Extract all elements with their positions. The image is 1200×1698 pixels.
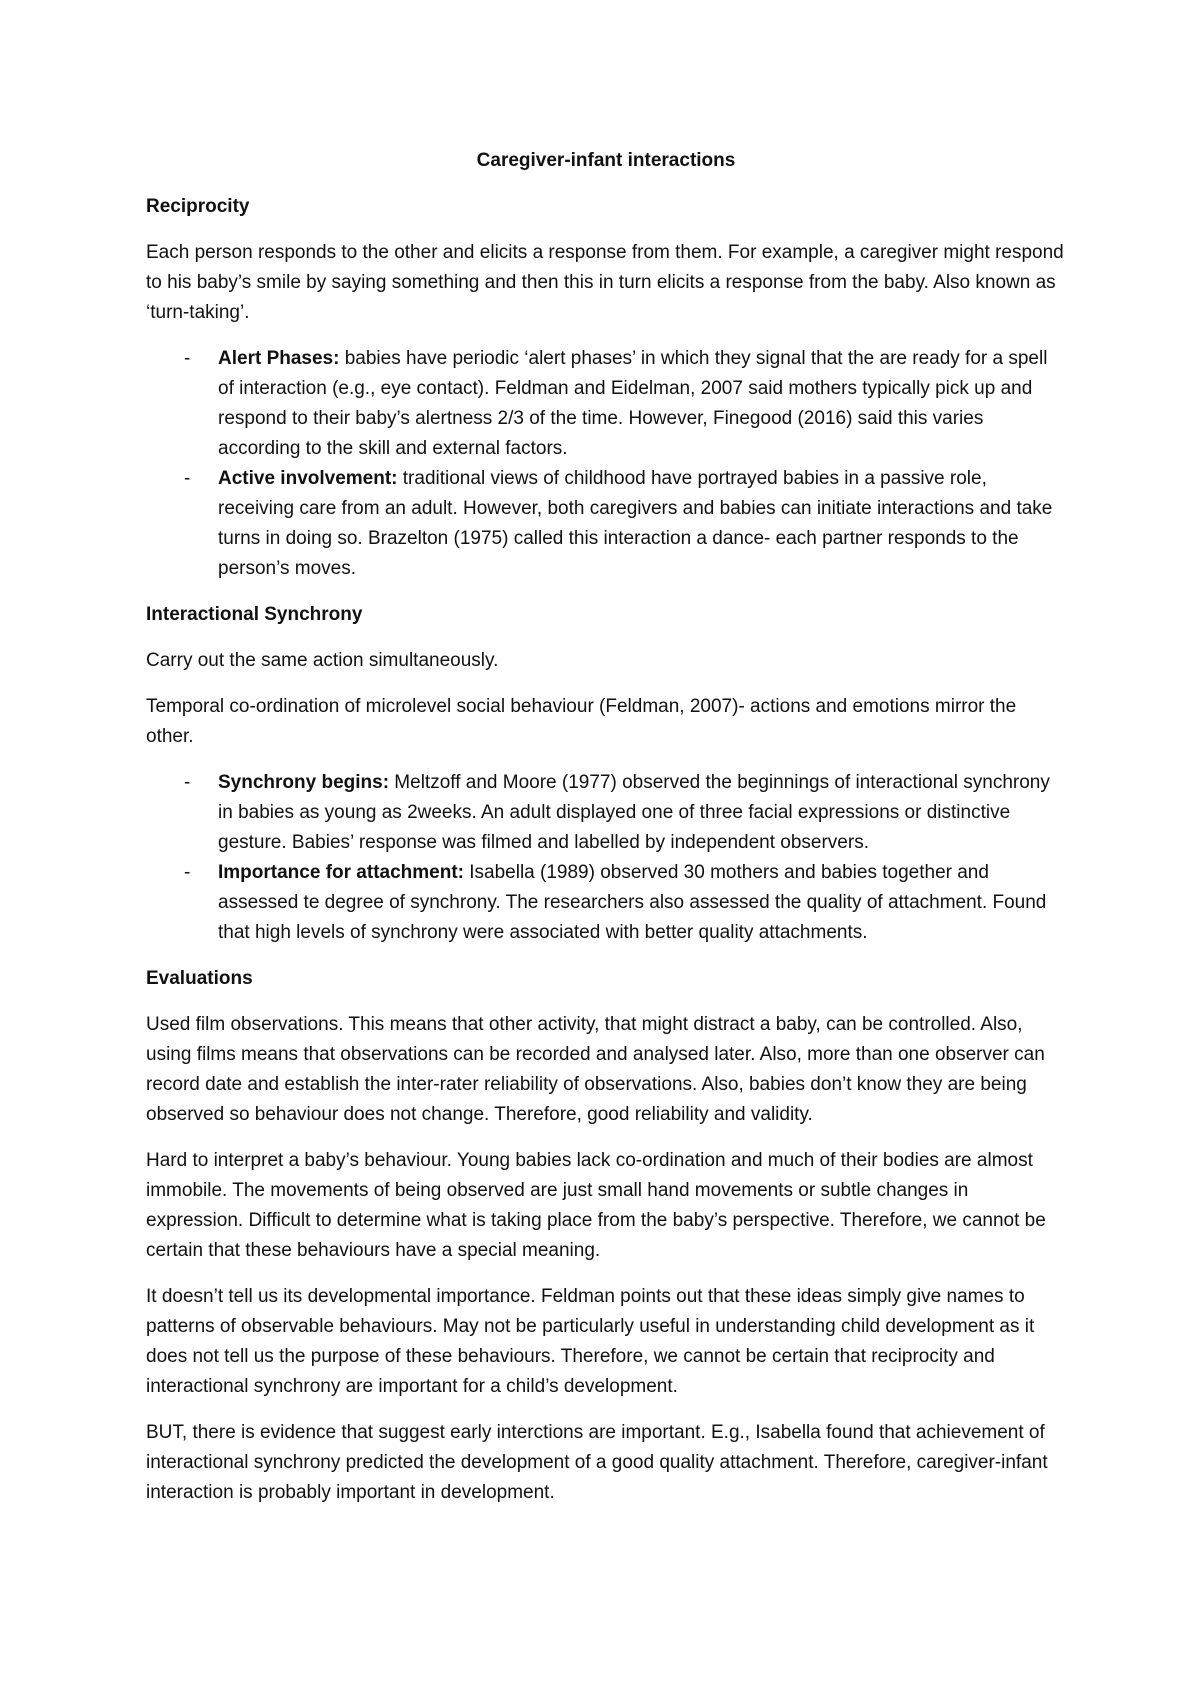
- bullet-alert-phases: [146, 344, 1066, 464]
- synchrony-paragraph-2: Temporal co-ordination of microlevel social behaviour (Feldman, 2007)- actions and emotions mirror the other.: [146, 696, 1017, 747]
- reciprocity-paragraph: Each person responds to the other and elicits a response from them. For example, a caregiver might respond to his baby’s smile by saying something and then this in turn elicits a response from the baby. Also known as ‘turn-taking’.: [146, 242, 1064, 323]
- section-heading-evaluations: Evaluations: [146, 968, 253, 989]
- bullet-text: babies have periodic ‘alert phases’ in which they signal that the are ready for a spell of interaction (e.g., eye contact). Feldman and Eidelman, 2007 said mothers typically pick up and respond to their baby’s alertness 2/3 of the time. However, Finegood (2016) said this varies according to the skill and external factors.: [218, 348, 1048, 459]
- section-heading-synchrony: Interactional Synchrony: [146, 604, 363, 625]
- synchrony-bullet-list: [146, 768, 1066, 948]
- bullet-term: Synchrony begins:: [218, 772, 390, 793]
- reciprocity-bullet-list: [146, 344, 1066, 584]
- bullet-term: Alert Phases:: [218, 348, 340, 369]
- document-page: [146, 146, 1066, 1524]
- synchrony-paragraph-1: Carry out the same action simultaneously.: [146, 650, 499, 671]
- bullet-dash: -: [184, 348, 191, 369]
- bullet-text: Meltzoff and Moore (1977) observed the beginnings of interactional synchrony in babies as young as 2weeks. An adult displayed one of three facial expressions or distinctive gesture. Babies’ response was filmed and labelled by independent observers.: [218, 772, 1050, 853]
- bullet-active-involvement: [146, 464, 1066, 584]
- bullet-dash: -: [184, 862, 191, 883]
- bullet-synchrony-begins: [146, 768, 1066, 858]
- bullet-term: Importance for attachment:: [218, 862, 464, 883]
- evaluation-paragraph-evidence: BUT, there is evidence that suggest early interctions are important. E.g., Isabella found that achievement of interactional synchrony predicted the development of a good quality attachment. Therefore, caregiver-infant interaction is probably important in development.: [146, 1422, 1048, 1503]
- document-title: Caregiver-infant interactions: [476, 150, 736, 171]
- evaluation-paragraph-film-observations: Used film observations. This means that other activity, that might distract a baby, can be controlled. Also, using films means that observations can be recorded and analysed later. Also, more than one observer can record date and establish the inter-rater reliability of observations. Also, babies don’t know they are being observed so behaviour does not change. Therefore, good reliability and validity.: [146, 1014, 1045, 1125]
- bullet-term: Active involvement:: [218, 468, 398, 489]
- bullet-text: traditional views of childhood have portrayed babies in a passive role, receiving care from an adult. However, both caregivers and babies can initiate interactions and take turns in doing so. Brazelton (1975) called this interaction a dance- each partner responds to the person’s moves.: [218, 468, 1053, 579]
- bullet-dash: -: [184, 468, 191, 489]
- section-heading-reciprocity: Reciprocity: [146, 196, 250, 217]
- evaluation-paragraph-hard-to-interpret: Hard to interpret a baby’s behaviour. Young babies lack co-ordination and much of their bodies are almost immobile. The movements of being observed are just small hand movements or subtle changes in expression. Difficult to determine what is taking place from the baby’s perspective. Therefore, we cannot be certain that these behaviours have a special meaning.: [146, 1150, 1046, 1261]
- evaluation-paragraph-developmental-importance: It doesn’t tell us its developmental importance. Feldman points out that these ideas simply give names to patterns of observable behaviours. May not be particularly useful in understanding child development as it does not tell us the purpose of these behaviours. Therefore, we cannot be certain that reciprocity and interactional synchrony are important for a child’s development.: [146, 1286, 1035, 1397]
- bullet-dash: -: [184, 772, 191, 793]
- bullet-importance-for-attachment: [146, 858, 1066, 948]
- bullet-text: Isabella (1989) observed 30 mothers and babies together and assessed te degree of synchrony. The researchers also assessed the quality of attachment. Found that high levels of synchrony were associated with better quality attachments.: [218, 862, 1047, 943]
